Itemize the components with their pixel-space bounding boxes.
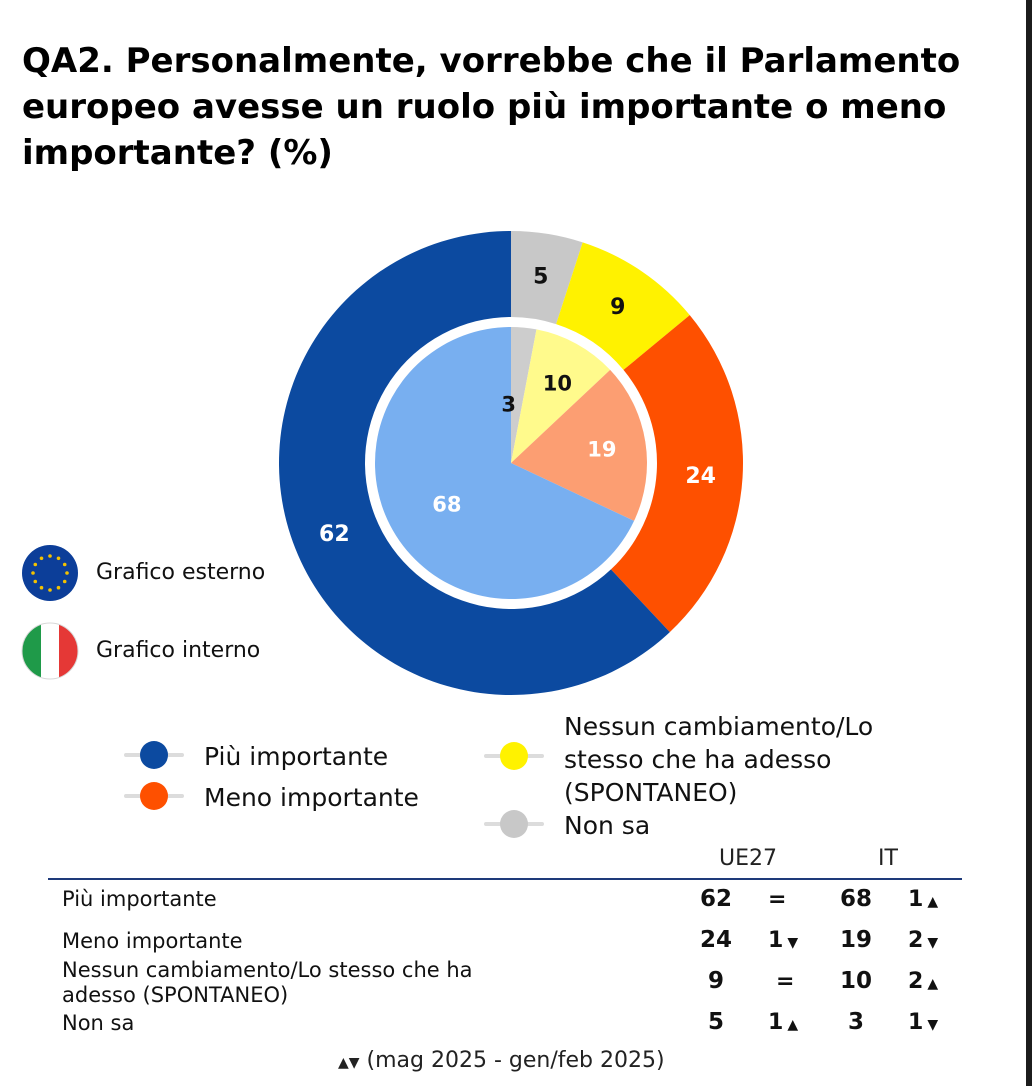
eu-star <box>57 586 61 590</box>
legend-swatch <box>124 782 184 810</box>
legend-label: Nessun cambiamento/Lo stesso che ha adesso (SPONTANEO) <box>564 712 874 807</box>
column-header-it: IT <box>878 846 898 871</box>
column-header-ue27: UE27 <box>719 846 777 871</box>
it-change <box>908 887 938 912</box>
table-row-label: Nessun cambiamento/Lo stesso che ha adesso (SPONTANEO) <box>62 958 473 1007</box>
change-value: 1 <box>768 928 784 953</box>
inner-chart-legend-label: Grafico interno <box>96 638 261 663</box>
eu-star <box>31 571 35 575</box>
table-row-label: Meno importante <box>62 929 243 953</box>
it-change <box>908 1010 938 1035</box>
change-arrow-icon: ▲ <box>787 1017 799 1033</box>
footnote-text: (mag 2025 - gen/feb 2025) <box>366 1048 665 1073</box>
change-value: = <box>768 887 787 912</box>
change-arrow-icon: ▲ <box>927 976 939 992</box>
eu-star <box>57 556 61 560</box>
legend-label: Più importante <box>204 742 389 771</box>
legend-item-meno-importante <box>124 782 419 813</box>
ue27-change <box>768 928 798 953</box>
outer-data-label: 9 <box>610 294 626 320</box>
change-value: 1 <box>908 887 924 912</box>
change-value: 2 <box>908 928 924 953</box>
change-arrow-icon: ▼ <box>787 935 799 951</box>
eu-star <box>63 580 67 584</box>
ue27-change <box>776 969 798 994</box>
legend-marker <box>140 741 168 769</box>
eu-star <box>48 588 52 592</box>
ue27-value: 5 <box>707 1009 724 1035</box>
outer-data-label: 5 <box>533 264 549 290</box>
ue27-change <box>768 887 790 912</box>
legend-item-piu-importante <box>124 741 388 772</box>
table-header-rule <box>48 878 962 880</box>
table-row-label: Più importante <box>62 887 217 911</box>
eu-star <box>65 571 69 575</box>
legend-swatch <box>484 742 544 770</box>
it-change <box>908 928 938 953</box>
eu-star <box>33 580 37 584</box>
inner-data-label: 19 <box>587 437 617 462</box>
it-value: 68 <box>839 886 872 912</box>
ue27-change <box>768 1010 798 1035</box>
ue27-value: 9 <box>707 968 724 994</box>
legend-marker <box>500 742 528 770</box>
legend-item-nessun-cambiamento <box>484 710 894 809</box>
chart-title: QA2. Personalmente, vorrebbe che il Parlamento europeo avesse un ruolo più importante o meno importante? (%) <box>22 41 961 173</box>
eu-star <box>40 586 44 590</box>
ue27-value: 62 <box>699 886 732 912</box>
legend-marker <box>500 810 528 838</box>
table-row-label: Non sa <box>62 1011 135 1035</box>
legend-label: Non sa <box>564 811 651 840</box>
it-value: 3 <box>847 1009 864 1035</box>
legend-swatch <box>484 810 544 838</box>
change-legend-arrows-icon: ▲▼ <box>338 1055 360 1071</box>
ue27-value: 24 <box>699 927 732 953</box>
footnote <box>338 1048 665 1073</box>
inner-data-label: 10 <box>542 371 572 396</box>
change-value: 2 <box>908 969 924 994</box>
eu-flag-icon <box>20 543 80 603</box>
outer-data-label: 24 <box>685 463 716 489</box>
change-arrow-icon: ▼ <box>927 1017 939 1033</box>
eu-star <box>33 563 37 567</box>
legend-item-non-sa <box>484 810 650 841</box>
inner-data-label: 3 <box>501 392 516 417</box>
eu-star <box>48 554 52 558</box>
change-arrow-icon: ▼ <box>927 935 939 951</box>
inner-data-label: 68 <box>432 492 462 517</box>
legend-marker <box>140 782 168 810</box>
change-value: 1 <box>768 1010 784 1035</box>
change-arrow-icon: ▲ <box>927 894 939 910</box>
it-value: 19 <box>839 927 872 953</box>
outer-data-label: 62 <box>319 521 350 547</box>
legend-swatch <box>124 741 184 769</box>
change-value: 1 <box>908 1010 924 1035</box>
change-value: = <box>776 969 795 994</box>
eu-star <box>40 556 44 560</box>
it-value: 10 <box>839 968 872 994</box>
italy-flag-icon <box>20 621 80 681</box>
eu-star <box>63 563 67 567</box>
it-change <box>908 969 938 994</box>
legend-label: Meno importante <box>204 783 419 812</box>
outer-chart-legend-label: Grafico esterno <box>96 560 266 585</box>
